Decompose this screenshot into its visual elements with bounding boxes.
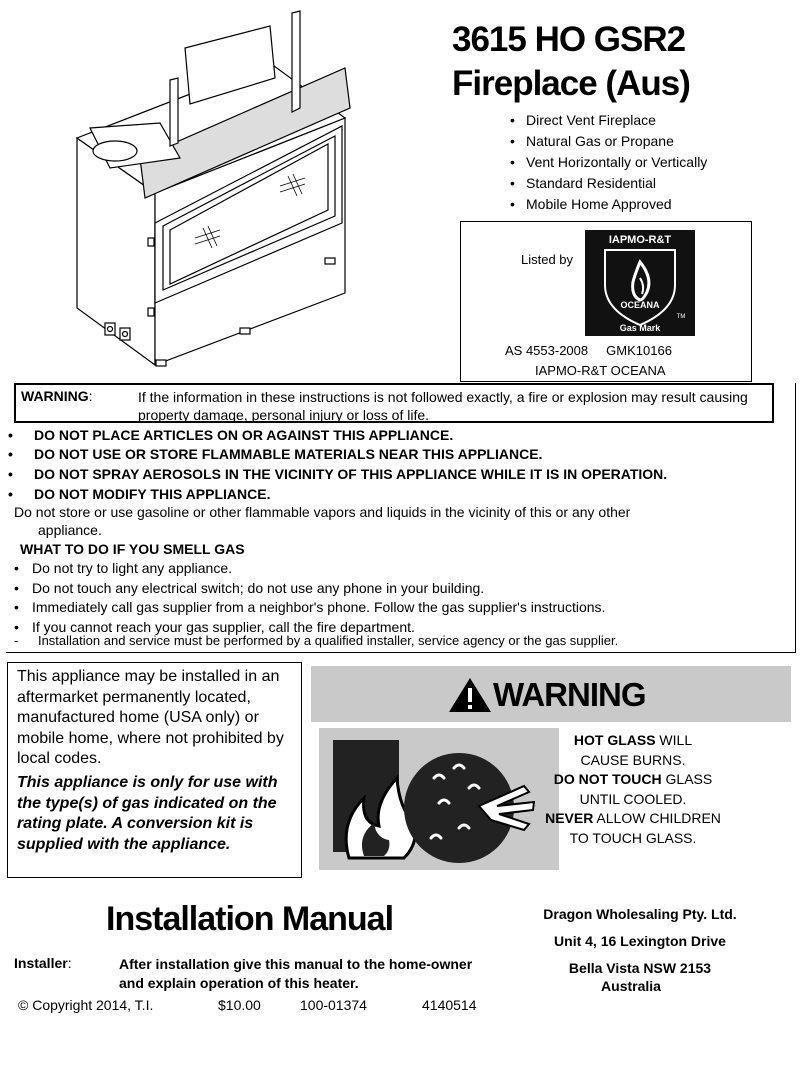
service-text: Installation and service must be performed by a qualified installer, service agency or the gas supplier. [37, 633, 619, 648]
copyright: © Copyright 2014, T.I. [18, 997, 154, 1013]
manual-title: Installation Manual [106, 900, 394, 938]
warning-label [21, 388, 93, 404]
document-title [452, 18, 690, 106]
smell-gas-item: • Do not touch any electrical switch; do not use any phone in your building. [14, 579, 605, 599]
iapmo-gas-mark-logo [585, 230, 695, 336]
title-line-1: 3615 HO GSR2 [452, 20, 686, 59]
listing-box [460, 221, 752, 382]
gas-type-note: This appliance is only for use with the type(s) of gas indicated on the rating plate. A conversion kit is supplied with the appliance. [17, 774, 278, 853]
warning-triangle-icon [447, 676, 493, 714]
document-number: 4140514 [422, 997, 477, 1013]
warning-box [14, 383, 774, 423]
fireplace-illustration [60, 8, 360, 368]
feature-item: • Vent Horizontally or Vertically [510, 152, 707, 173]
logo-top-text: IAPMO-R&T [608, 234, 672, 246]
warning-text: If the information in these instructions is not followed exactly, a fire or explosion may result causing property damage, personal injury or loss of life. [138, 389, 748, 423]
gasoline-warning-line1: Do not store or use gasoline or other flammable vapors and liquids in the vicinity of this or any other [14, 504, 631, 520]
hot-glass-text [539, 731, 727, 848]
hot-glass-line-2: CAUSE BURNS. [580, 751, 686, 768]
feature-item: • Standard Residential [510, 173, 707, 194]
installer-label: Installer: [14, 955, 72, 971]
feature-list [510, 110, 707, 215]
hot-glass-image-panel [319, 728, 559, 870]
listing-agency: IAPMO-R&T OCEANA [535, 363, 666, 378]
hot-glass-line-6: TO TOUCH GLASS. [569, 829, 697, 846]
mobile-home-text: This appliance may be installed in an aftermarket permanently located, manufactured home (USA only) or mobile home, where not prohibited by local codes. [17, 668, 284, 767]
company-country: Australia [601, 978, 661, 994]
hot-glass-line-3: DO NOT TOUCH GLASS [553, 771, 713, 787]
company-address-1: Unit 4, 16 Lexington Drive [554, 933, 726, 949]
logo-bottom-text: Gas Mark [619, 323, 661, 333]
feature-item: • Direct Vent Fireplace [510, 110, 707, 131]
smell-gas-heading: WHAT TO DO IF YOU SMELL GAS [20, 541, 245, 557]
part-number: 100-01374 [300, 997, 367, 1013]
service-dash: - [14, 633, 19, 648]
service-note [14, 633, 618, 648]
listing-codes: AS 4553-2008 GMK10166 [505, 343, 672, 358]
smell-gas-item: • If you cannot reach your gas supplier, call the fire department. [14, 618, 605, 638]
logo-middle-text: OCEANA [620, 300, 660, 310]
company-name: Dragon Wholesaling Pty. Ltd. [543, 906, 737, 922]
price: $10.00 [218, 997, 261, 1013]
gasoline-warning-line2: appliance. [38, 522, 102, 538]
warning-colon: : [88, 388, 93, 404]
hot-glass-line-5: NEVER ALLOW CHILDREN [545, 810, 721, 826]
hot-glass-hand-icon [319, 728, 559, 870]
hot-glass-line-1: HOT GLASS WILL [573, 732, 693, 748]
hot-glass-header [311, 666, 791, 722]
feature-item: • Natural Gas or Propane [510, 131, 707, 152]
listed-by-label: Listed by [521, 252, 574, 267]
hot-glass-title: WARNING [493, 676, 646, 713]
hot-glass-warning-label [311, 666, 791, 876]
company-address-2: Bella Vista NSW 2153 [568, 960, 712, 976]
hot-glass-line-4: UNTIL COOLED. [579, 790, 687, 807]
smell-gas-item: • Immediately call gas supplier from a neighbor's phone. Follow the gas supplier's instructions. [14, 598, 605, 618]
logo-tm-text: TM [676, 314, 686, 320]
title-line-2: Fireplace (Aus) [452, 64, 690, 103]
smell-gas-list [14, 559, 605, 637]
installer-instructions: After installation give this manual to the home-owner and explain operation of this heater. [119, 956, 473, 991]
mobile-home-box [7, 662, 302, 878]
smell-gas-item: • Do not try to light any appliance. [14, 559, 605, 579]
warning-label-text: WARNING [21, 388, 89, 404]
feature-item: • Mobile Home Approved [510, 194, 707, 215]
